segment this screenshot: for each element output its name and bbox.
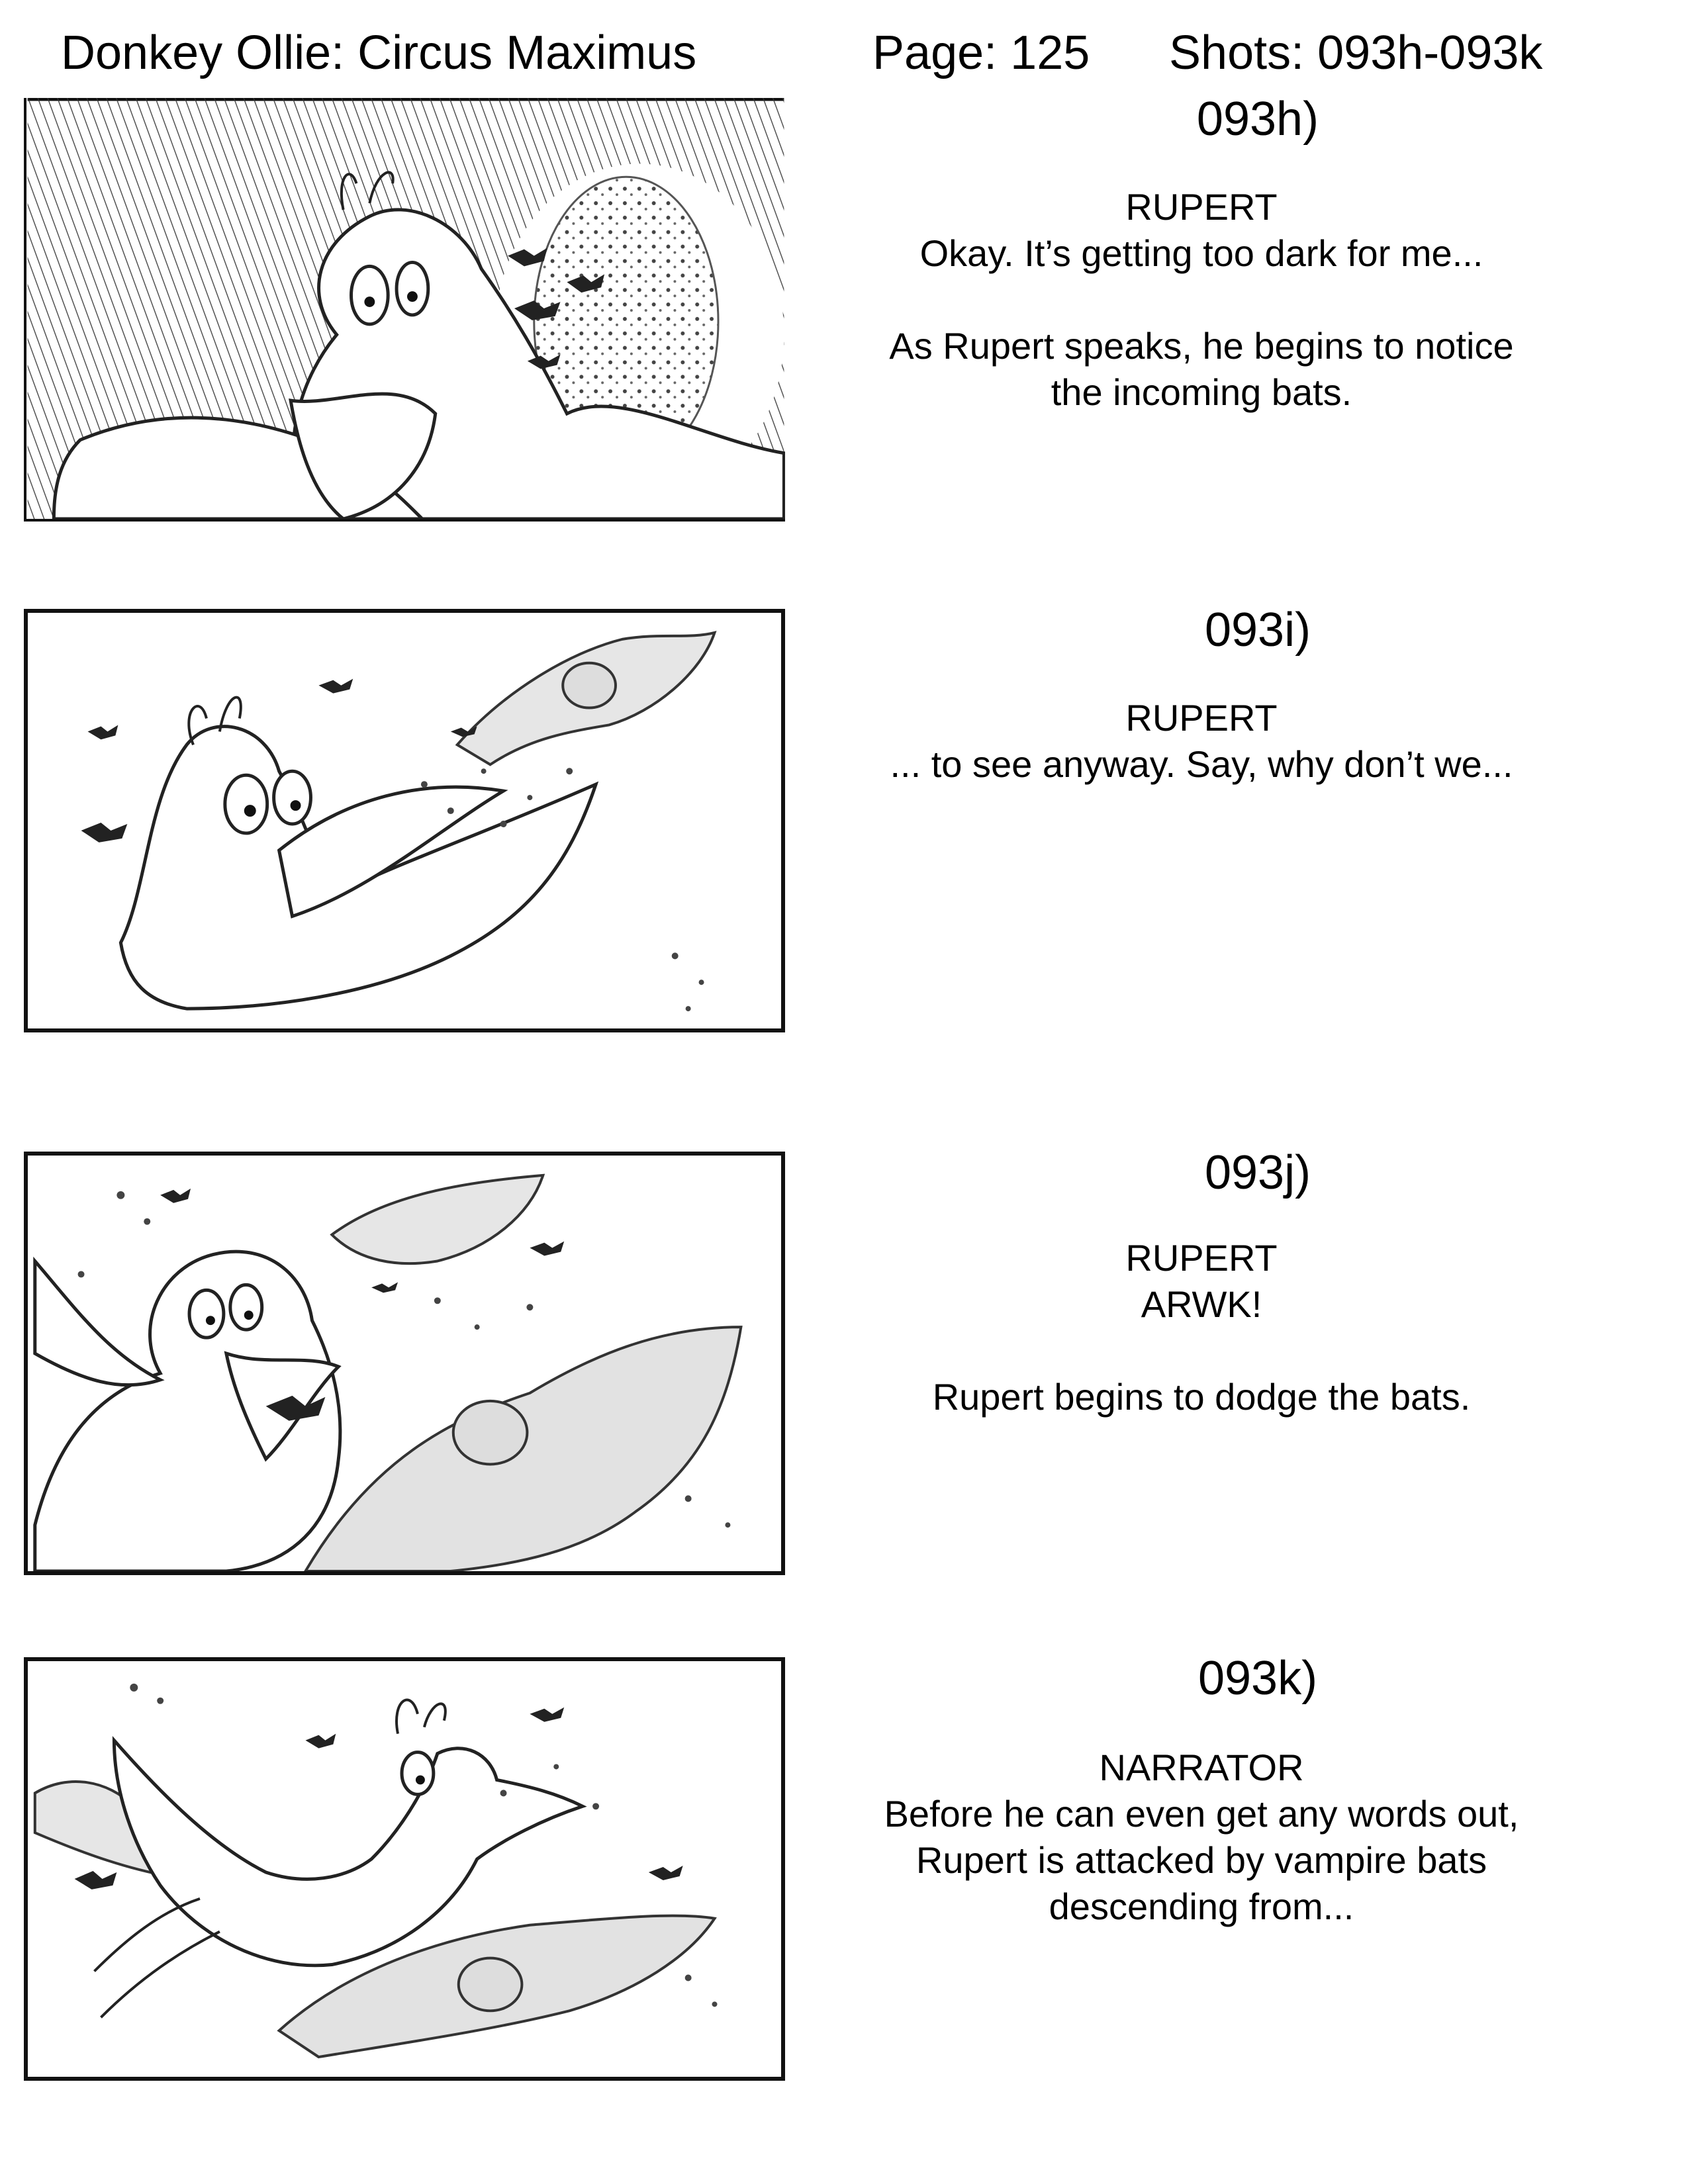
shot-label-093j: 093j) [1204, 1146, 1311, 1199]
storyboard-panel-093k [24, 1657, 785, 2081]
dialogue-line: Okay. It’s getting too dark for me... [919, 232, 1483, 274]
shot-notes-093h [821, 184, 1582, 416]
storyboard-title: Donkey Ollie: Circus Maximus [61, 26, 697, 79]
character-name: RUPERT [1125, 186, 1278, 228]
narration-line: Rupert is attacked by vampire bats [915, 1839, 1487, 1881]
shot-notes-093k [821, 1745, 1582, 1930]
storyboard-panel-093h [24, 98, 785, 522]
shot-range: Shots: 093h-093k [1169, 26, 1543, 79]
action-line: Rupert begins to dodge the bats. [932, 1376, 1471, 1418]
page-number: Page: 125 [872, 26, 1090, 79]
sketch-rupert-night-sky [26, 98, 785, 519]
shot-notes-093j [821, 1235, 1582, 1420]
character-name: RUPERT [1125, 1237, 1278, 1279]
narration-line: descending from... [1049, 1886, 1354, 1927]
shot-label-093k: 093k) [1197, 1652, 1318, 1705]
action-line: the incoming bats. [1051, 371, 1352, 413]
character-name: RUPERT [1125, 697, 1278, 739]
narration-line: Before he can even get any words out, [884, 1793, 1519, 1835]
shot-label-093h: 093h) [1196, 93, 1319, 146]
sketch-rupert-attacked [28, 1661, 781, 2077]
storyboard-panel-093i [24, 609, 785, 1032]
sketch-rupert-dodges-bats [28, 1156, 781, 1571]
dialogue-line: ARWK! [1141, 1283, 1262, 1325]
storyboard-panel-093j [24, 1152, 785, 1575]
character-name: NARRATOR [1099, 1747, 1304, 1788]
sketch-rupert-bats-approach [28, 613, 781, 1028]
action-line: As Rupert speaks, he begins to notice [889, 325, 1514, 367]
shot-notes-093i [821, 695, 1582, 788]
dialogue-line: ... to see anyway. Say, why don’t we... [890, 743, 1513, 785]
shot-label-093i: 093i) [1204, 604, 1311, 657]
